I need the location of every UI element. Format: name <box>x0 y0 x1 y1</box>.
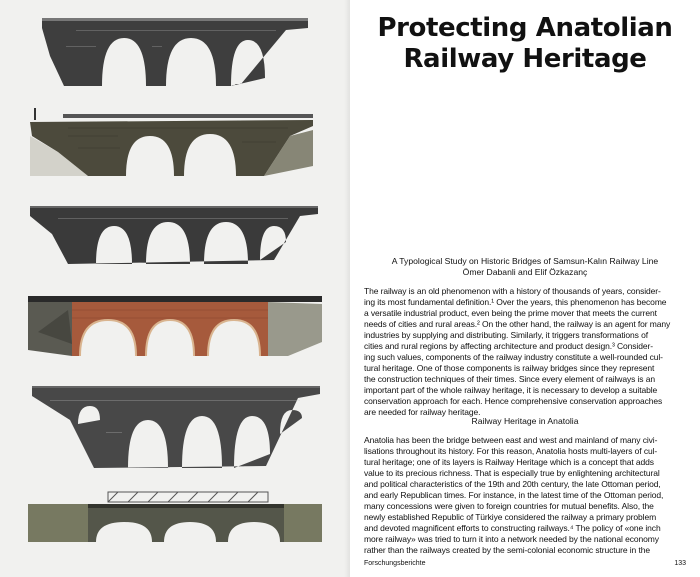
paragraph-line: and devoted magnificent efforts to constructing railways.⁴ The policy of «one inch <box>364 523 661 533</box>
paragraph-line: more railway» was tried to turn it into a network needed by the national economy <box>364 534 659 544</box>
article-title-line-2: Railway Heritage <box>403 44 647 74</box>
paragraph-line: tural heritage. One of those components is railway bridges since they represent <box>364 363 655 373</box>
article-subtitle: A Typological Study on Historic Bridges of Samsun-Kalın Railway Line <box>391 256 659 266</box>
bridge-elevation-1 <box>36 16 316 92</box>
article-authors: Ömer Dabanli and Elif Özkazanç <box>462 267 588 277</box>
paragraph-line: ing such values, components of the railway industry constitute a well-rounded cul- <box>364 352 663 362</box>
paragraph-line: the construction techniques of their times. Since every element of railways is an <box>364 374 655 384</box>
paragraph-line: conservation approach for each. Hence comprehensive conservation approaches <box>364 396 663 406</box>
paragraph-railway-heritage <box>364 435 686 556</box>
paragraph-line: needs of cities and rural areas.² On the other hand, the railway is an agent for many <box>364 319 671 329</box>
paragraph-line: and political characteristics of the 19th and 20th century, the late Ottoman period, <box>364 479 661 489</box>
paragraph-line: lisations throughout its history. For this reason, Anatolia hosts multi-layers of cul- <box>364 446 658 456</box>
paragraph-line: important part of the whole railway heritage, it is necessary to develop a suitable <box>364 385 658 395</box>
article-title <box>372 13 678 75</box>
paragraph-line: value to its precious richness. That is especially true by enlightening architectural <box>364 468 660 478</box>
bridge-elevation-2 <box>28 106 318 186</box>
bridge-elevation-4 <box>28 292 322 362</box>
footer-section-name: Forschungsberichte <box>364 560 426 567</box>
paragraph-line: Anatolia has been the bridge between east and west and mainland of many civi- <box>364 435 658 445</box>
paragraph-line: are needed for railway heritage. <box>364 407 481 417</box>
section-heading: Railway Heritage in Anatolia <box>471 416 579 426</box>
paragraph-line: rather than the railways created by the semi-colonial economic structure in the <box>364 545 650 555</box>
paragraph-line: and early Republican times. For instance, in the latest time of the Ottoman period, <box>364 490 664 500</box>
paragraph-line: The railway is an old phenomenon with a history of thousands of years, consider- <box>364 286 661 296</box>
paragraph-line: industries by supplying and distributing. Similarly, it triggers transformations of <box>364 330 648 340</box>
paragraph-line: newly established Republic of Türkiye considered the railway a primary problem <box>364 512 657 522</box>
paragraph-line: ing its most fundamental definition.¹ Over the years, this phenomenon has become <box>364 297 667 307</box>
paragraph-line: cities and rural regions by affecting architecture and product design.³ Consider- <box>364 341 653 351</box>
footer-page-number: 133 <box>674 560 686 567</box>
paragraph-line: many concessions were given to foreign countries for mutual benefits. Also, the <box>364 501 654 511</box>
bridge-elevation-5 <box>30 384 322 474</box>
article-subtitle-block <box>368 256 682 278</box>
paragraph-introduction <box>364 286 686 418</box>
paragraph-line: tural heritage; one of its layers is Railway Heritage which is a concept that adds <box>364 457 654 467</box>
article-title-line-1: Protecting Anatolian <box>377 13 673 43</box>
bridge-elevation-6 <box>28 490 322 546</box>
paragraph-line: a versatile industrial product, even being the prime mover that meets the current <box>364 308 657 318</box>
bridge-elevation-3 <box>28 204 320 268</box>
